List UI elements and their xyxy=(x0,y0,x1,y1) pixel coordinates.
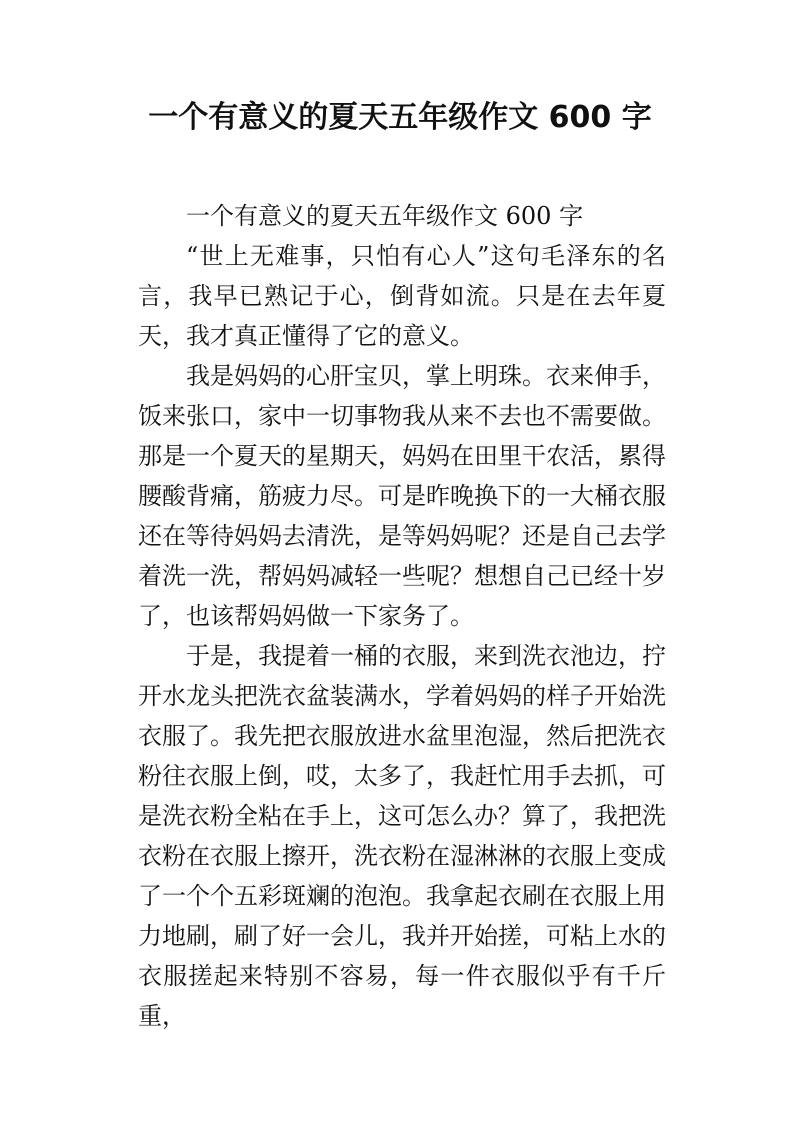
document-body xyxy=(138,196,666,1036)
paragraph: “世上无难事，只怕有心人”这句毛泽东的名言，我早已熟记于心，倒背如流。只是在去年夏天，我才真正懂得了它的意义。 xyxy=(138,242,666,350)
paragraph-subtitle: 一个有意义的夏天五年级作文 600 字 xyxy=(186,202,584,230)
paragraph: 我是妈妈的心肝宝贝，掌上明珠。衣来伸手，饭来张口，家中一切事物我从来不去也不需要做。那是一个夏天的星期天，妈妈在田里干农活，累得腰酸背痛，筋疲力尽。可是昨晚换下的一大桶衣服还在等待妈妈去清洗，是等妈妈呢？还是自己去学着洗一洗，帮妈妈减轻一些呢？想想自己已经十岁了，也该帮妈妈做一下家务了。 xyxy=(138,362,666,630)
paragraph: 于是，我提着一桶的衣服，来到洗衣池边，拧开水龙头把洗衣盆装满水，学着妈妈的样子开始洗衣服了。我先把衣服放进水盆里泡湿，然后把洗衣粉往衣服上倒，哎，太多了，我赶忙用手去抓，可是洗衣粉全粘在手上，这可怎么办？算了，我把洗衣粉在衣服上擦开，洗衣粉在湿淋淋的衣服上变成了一个个五彩斑斓的泡泡。我拿起衣刷在衣服上用力地刷，刷了好一会儿，我并开始搓，可粘上水的衣服搓起来特别不容易，每一件衣服似乎有千斤重， xyxy=(138,642,666,1030)
document-title: 一个有意义的夏天五年级作文 600 字 xyxy=(148,100,652,135)
